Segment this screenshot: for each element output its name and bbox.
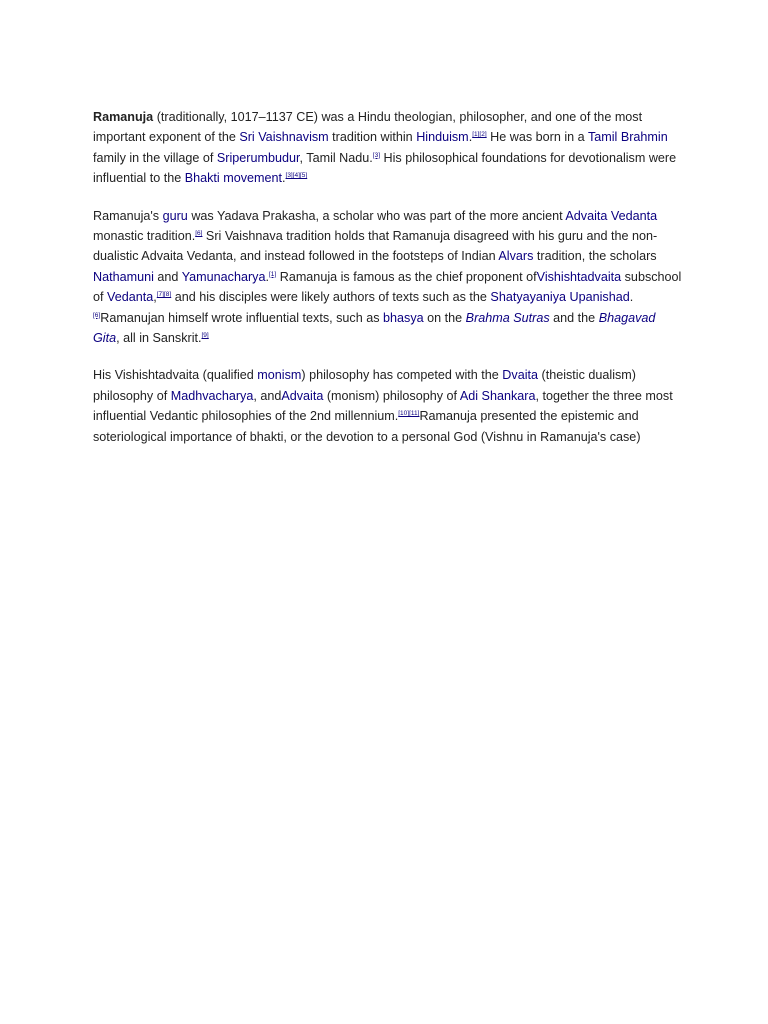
paragraph-philosophy xyxy=(93,365,683,447)
text-run: was Yadava Prakasha, a scholar who was part of the more ancient xyxy=(187,208,566,223)
text-run: , all in Sanskrit. xyxy=(116,331,202,346)
link-adi-shankara[interactable]: Adi Shankara xyxy=(459,388,536,403)
citation-7-8[interactable]: [7][8] xyxy=(156,291,172,299)
paragraph-early-life xyxy=(93,206,683,349)
text-run: and the xyxy=(549,310,599,325)
text-run: (traditionally, 1017–1137 CE) was a Hindu theologian, philosopher, and one of the most important exponent of the xyxy=(93,110,643,145)
text-run: , and xyxy=(253,388,282,403)
link-dvaita[interactable]: Dvaita xyxy=(502,368,538,383)
link-bhakti-movement[interactable]: Bhakti movement xyxy=(184,171,283,186)
citation-6[interactable]: [6] xyxy=(195,230,203,238)
text-run: monastic tradition. xyxy=(93,229,196,244)
text-run: and his disciples were likely authors of texts such as the xyxy=(171,290,491,305)
link-nathamuni[interactable]: Nathamuni xyxy=(93,269,154,284)
text-run: , Tamil Nadu. xyxy=(299,150,373,165)
text-run: on the xyxy=(423,310,466,325)
citation-1-2[interactable]: [1][2] xyxy=(472,131,487,139)
text-run: tradition within xyxy=(328,130,417,145)
link-madhvacharya[interactable]: Madhvacharya xyxy=(170,388,254,403)
link-bhasya[interactable]: bhasya xyxy=(383,310,424,325)
text-run: Ramanuja's xyxy=(93,208,163,223)
link-advaita-vedanta[interactable]: Advaita Vedanta xyxy=(565,208,658,223)
link-yamunacharya[interactable]: Yamunacharya xyxy=(181,269,266,284)
text-run: and xyxy=(153,269,182,284)
paragraph-intro xyxy=(93,107,683,189)
link-guru[interactable]: guru xyxy=(162,208,188,223)
link-vedanta[interactable]: Vedanta xyxy=(107,290,154,305)
article-body xyxy=(93,107,683,464)
text-run: His Vishishtadvaita (qualified xyxy=(93,368,258,383)
article-subject: Ramanuja xyxy=(93,110,154,124)
text-run: (monism) philosophy of xyxy=(323,388,460,403)
link-monism[interactable]: monism xyxy=(257,368,302,383)
text-run: subschool of xyxy=(93,269,682,305)
text-run: , together the three most influential Vedantic philosophies of the 2nd millennium. xyxy=(93,388,673,424)
text-run: Ramanujan himself wrote influential texts, such as xyxy=(100,310,384,325)
citation-1[interactable]: [1] xyxy=(268,270,277,278)
text-run: . xyxy=(282,171,286,186)
text-run: . xyxy=(629,290,634,305)
link-hinduism[interactable]: Hinduism xyxy=(416,130,469,145)
text-run: . xyxy=(265,269,269,284)
link-tamil-brahmin[interactable]: Tamil Brahmin xyxy=(587,130,668,145)
link-vishishtadvaita[interactable]: Vishishtadvaita xyxy=(536,269,622,284)
link-alvars[interactable]: Alvars xyxy=(498,249,534,264)
citation-10-11[interactable]: [10][11] xyxy=(398,410,420,418)
text-run: Sri Vaishnava tradition holds that Ramanuja disagreed with his guru and the non-dualistic Advaita Vedanta, and instead followed in the footsteps of Indian xyxy=(93,229,658,264)
text-run: family in the village of xyxy=(93,150,217,165)
link-bhagavad-gita[interactable]: Bhagavad Gita xyxy=(93,310,656,346)
text-run: tradition, the scholars xyxy=(533,249,657,264)
link-sri-vaishnavism[interactable]: Sri Vaishnavism xyxy=(239,130,329,145)
citation-9[interactable]: [9] xyxy=(201,332,209,340)
link-brahma-sutras[interactable]: Brahma Sutras xyxy=(465,310,550,325)
text-run: , xyxy=(153,290,157,305)
text-run: (theistic dualism) philosophy of xyxy=(93,368,636,403)
text-run: ) philosophy has competed with the xyxy=(301,368,503,383)
link-shatyayaniya-upanishad[interactable]: Shatyayaniya Upanishad xyxy=(490,290,630,305)
text-run: His philosophical foundations for devotionalism were influential to the xyxy=(93,150,677,186)
citation-6b[interactable]: [6] xyxy=(93,311,101,319)
text-run: . xyxy=(468,130,473,145)
citation-3[interactable]: [3] xyxy=(372,151,381,159)
link-sriperumbudur[interactable]: Sriperumbudur xyxy=(216,150,300,165)
text-run: He was born in a xyxy=(486,130,588,145)
link-advaita[interactable]: Advaita xyxy=(281,388,324,403)
text-run: Ramanuja presented the epistemic and soteriological importance of bhakti, or the devotion to a personal God (Vishnu in Ramanuja's case) xyxy=(93,409,641,444)
text-run: Ramanuja is famous as the chief proponent of xyxy=(276,269,537,284)
citation-3-4-5[interactable]: [3][4][5] xyxy=(285,172,308,180)
